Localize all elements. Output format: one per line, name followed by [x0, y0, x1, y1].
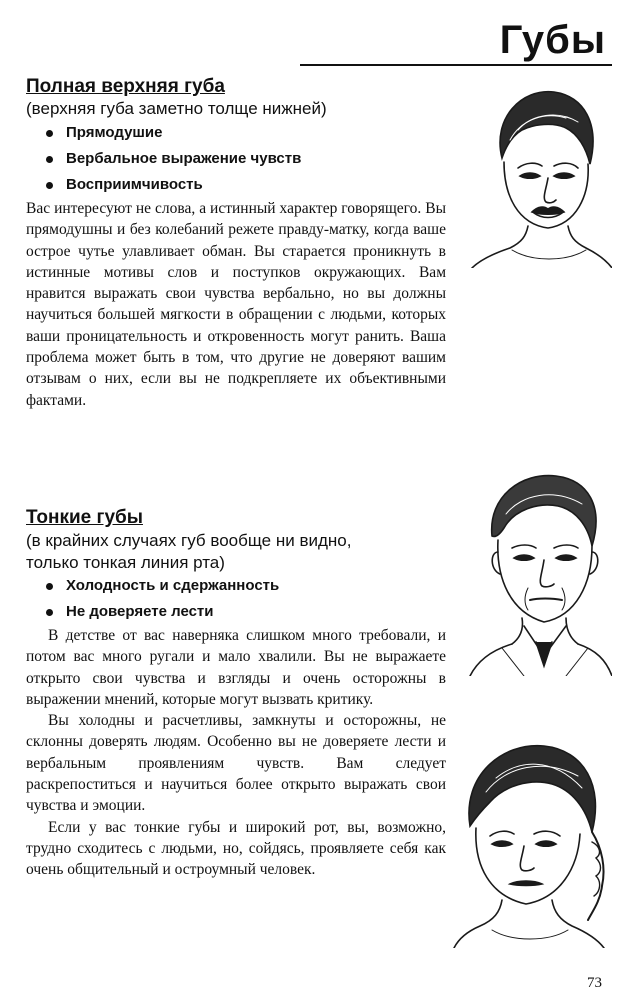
paragraph: В детстве от вас наверняка слишком много требовали, и потом вас много ругали и мало хвалили. Вы не выражаете открыто свои чувства и взгляды и очень осторожны в выражении мнений, которые могут вызвать критику. [26, 627, 446, 708]
trait-item [42, 599, 279, 625]
trait-list-thin-lips [42, 573, 279, 625]
bullet-icon [46, 609, 53, 616]
bullet-icon [46, 583, 53, 590]
trait-item [42, 120, 301, 146]
section-heading-full-upper-lip: Полная верхняя губа [26, 76, 225, 97]
section-subheading-full-upper-lip: (верхняя губа заметно толще нижней) [26, 99, 327, 118]
trait-label: Восприимчивость [66, 176, 203, 193]
chapter-title: Губы [499, 18, 606, 62]
bullet-icon [46, 182, 53, 189]
man-portrait-illustration [462, 466, 612, 676]
section-subheading-thin-lips-line-1: (в крайних случаях губ вообще ни видно, [26, 531, 352, 550]
trait-label: Холодность и сдержанность [66, 577, 280, 594]
trait-item [42, 146, 301, 172]
paragraph: Если у вас тонкие губы и широкий рот, вы, возможно, трудно сходитесь с людьми, но, сойдясь, проявляете себя как очень общительный и остроумный человек. [26, 818, 446, 879]
body-text-thin-lips [26, 625, 446, 881]
paragraph: Вы холодны и расчетливы, замкнуты и осторожны, не склонны доверять людям. Особенно вы не доверяете лести и вербальным проявлениям чувств. Вам следует раскрепоститься и научиться более открыто выражать свои чувства и эмоции. [26, 712, 446, 815]
body-text-full-upper-lip [26, 198, 446, 411]
trait-list-full-upper-lip [42, 120, 301, 198]
trait-label: Не доверяете лести [66, 603, 214, 620]
bullet-icon [46, 156, 53, 163]
woman-portrait-illustration [462, 78, 612, 268]
page-number: 73 [587, 975, 602, 991]
trait-item [42, 573, 279, 599]
section-subheading-thin-lips-line-2: только тонкая линия рта) [26, 553, 225, 572]
trait-label: Прямодушие [66, 124, 163, 141]
paragraph: Вас интересуют не слова, а истинный характер говорящего. Вы прямодушны и без колебаний режете правду-матку, когда ваше острое чутье улавливает обман. Вы старается проникнуть в истинные мотивы слов и поступков окружающих. Вам нравится выражать свои чувства вербально, но вы должны научиться большей мягкости в обращении с людьми, которых ваши проницательность и откровенность могут ранить. Ваша проблема может быть в том, что другие не доверяют вашим отзывам о них, если вы не подкрепляете их объективными фактами. [26, 200, 446, 409]
title-rule [300, 64, 612, 66]
woman-braid-portrait-illustration [452, 736, 612, 948]
bullet-icon [46, 130, 53, 137]
section-heading-thin-lips: Тонкие губы [26, 507, 143, 528]
trait-label: Вербальное выражение чувств [66, 150, 302, 167]
trait-item [42, 172, 301, 198]
